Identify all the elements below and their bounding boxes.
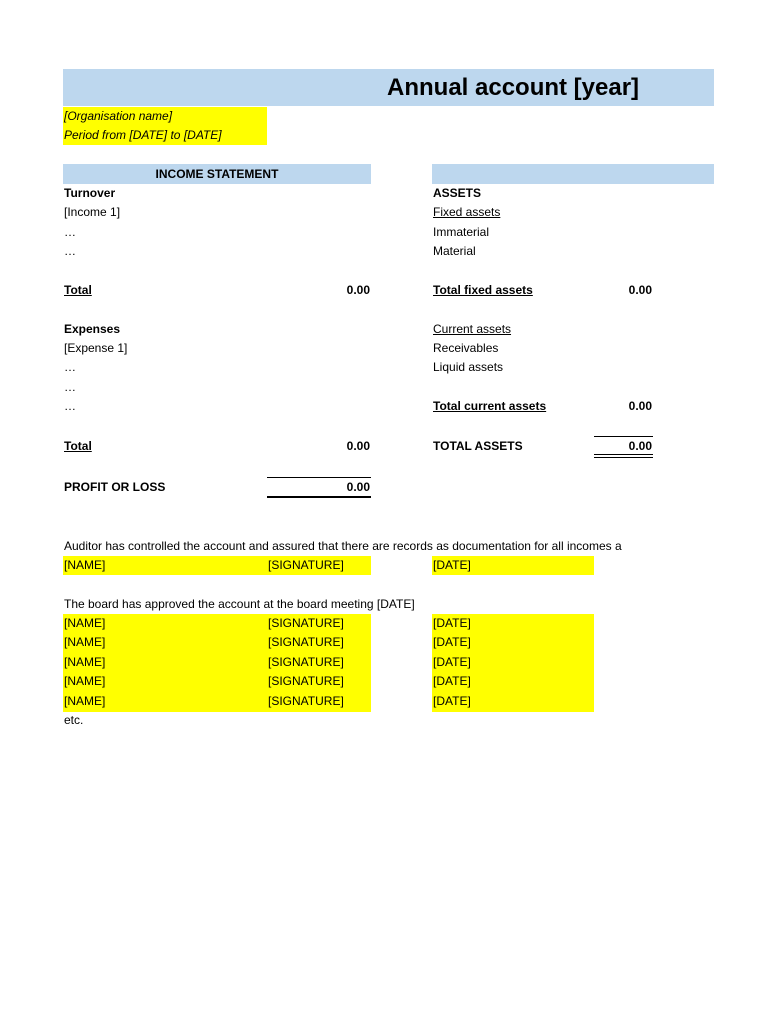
organisation-block	[63, 107, 267, 145]
board-member-signature: [SIGNATURE]	[268, 655, 344, 669]
profit-label: PROFIT OR LOSS	[64, 480, 166, 494]
assets-label: ASSETS	[433, 186, 482, 200]
board-member-signature: [SIGNATURE]	[268, 616, 344, 630]
turnover-total-label: Total	[64, 283, 92, 297]
board-member-name: [NAME]	[64, 635, 106, 649]
auditor-name: [NAME]	[64, 558, 106, 572]
total-fixed-assets-value: 0.00	[628, 283, 652, 297]
total-current-assets-label: Total current assets	[433, 399, 547, 413]
fixed-asset-item: Material	[433, 244, 476, 258]
organisation-name: [Organisation name]	[64, 109, 173, 123]
profit-value: 0.00	[346, 480, 370, 494]
income-item: [Income 1]	[64, 205, 121, 219]
expense-item: [Expense 1]	[64, 341, 128, 355]
board-member-name: [NAME]	[64, 616, 106, 630]
turnover-total-value: 0.00	[346, 283, 370, 297]
expenses-total-value: 0.00	[346, 439, 370, 453]
board-member-signature: [SIGNATURE]	[268, 674, 344, 688]
auditor-date: [DATE]	[433, 558, 471, 572]
board-member-name: [NAME]	[64, 655, 106, 669]
expenses-total-label: Total	[64, 439, 92, 453]
total-current-assets-value: 0.00	[628, 399, 652, 413]
income-item: …	[64, 225, 76, 239]
board-member-date: [DATE]	[433, 674, 471, 688]
expenses-label: Expenses	[64, 322, 121, 336]
auditor-signature: [SIGNATURE]	[268, 558, 344, 572]
etc-note: etc.	[64, 713, 84, 727]
profit-bottom-rule	[267, 496, 371, 498]
board-member-date: [DATE]	[433, 635, 471, 649]
board-member-date: [DATE]	[433, 655, 471, 669]
board-member-signature: [SIGNATURE]	[268, 694, 344, 708]
total-assets-double-rule	[594, 454, 653, 458]
fixed-asset-item: Immaterial	[433, 225, 490, 239]
expense-item: …	[64, 360, 76, 374]
expense-item: …	[64, 399, 76, 413]
turnover-label: Turnover	[64, 186, 116, 200]
auditor-statement: Auditor has controlled the account and assured that there are records as documentation for all incomes a	[64, 539, 622, 553]
page-title: Annual account [year]	[387, 74, 640, 101]
board-statement: The board has approved the account at the board meeting [DATE]	[64, 597, 415, 611]
reporting-period: Period from [DATE] to [DATE]	[64, 128, 222, 142]
income-statement-header: INCOME STATEMENT	[63, 164, 371, 184]
balance-header	[432, 164, 714, 184]
total-fixed-assets-label: Total fixed assets	[433, 283, 533, 297]
board-member-name: [NAME]	[64, 694, 106, 708]
expense-item: …	[64, 380, 76, 394]
board-member-name: [NAME]	[64, 674, 106, 688]
current-asset-item: Receivables	[433, 341, 499, 355]
board-member-date: [DATE]	[433, 694, 471, 708]
current-asset-item: Liquid assets	[433, 360, 504, 374]
total-assets-label: TOTAL ASSETS	[433, 439, 523, 453]
income-item: …	[64, 244, 76, 258]
total-assets-value: 0.00	[628, 439, 652, 453]
current-assets-label: Current assets	[433, 322, 512, 336]
fixed-assets-label: Fixed assets	[433, 205, 501, 219]
board-member-date: [DATE]	[433, 616, 471, 630]
board-member-signature: [SIGNATURE]	[268, 635, 344, 649]
